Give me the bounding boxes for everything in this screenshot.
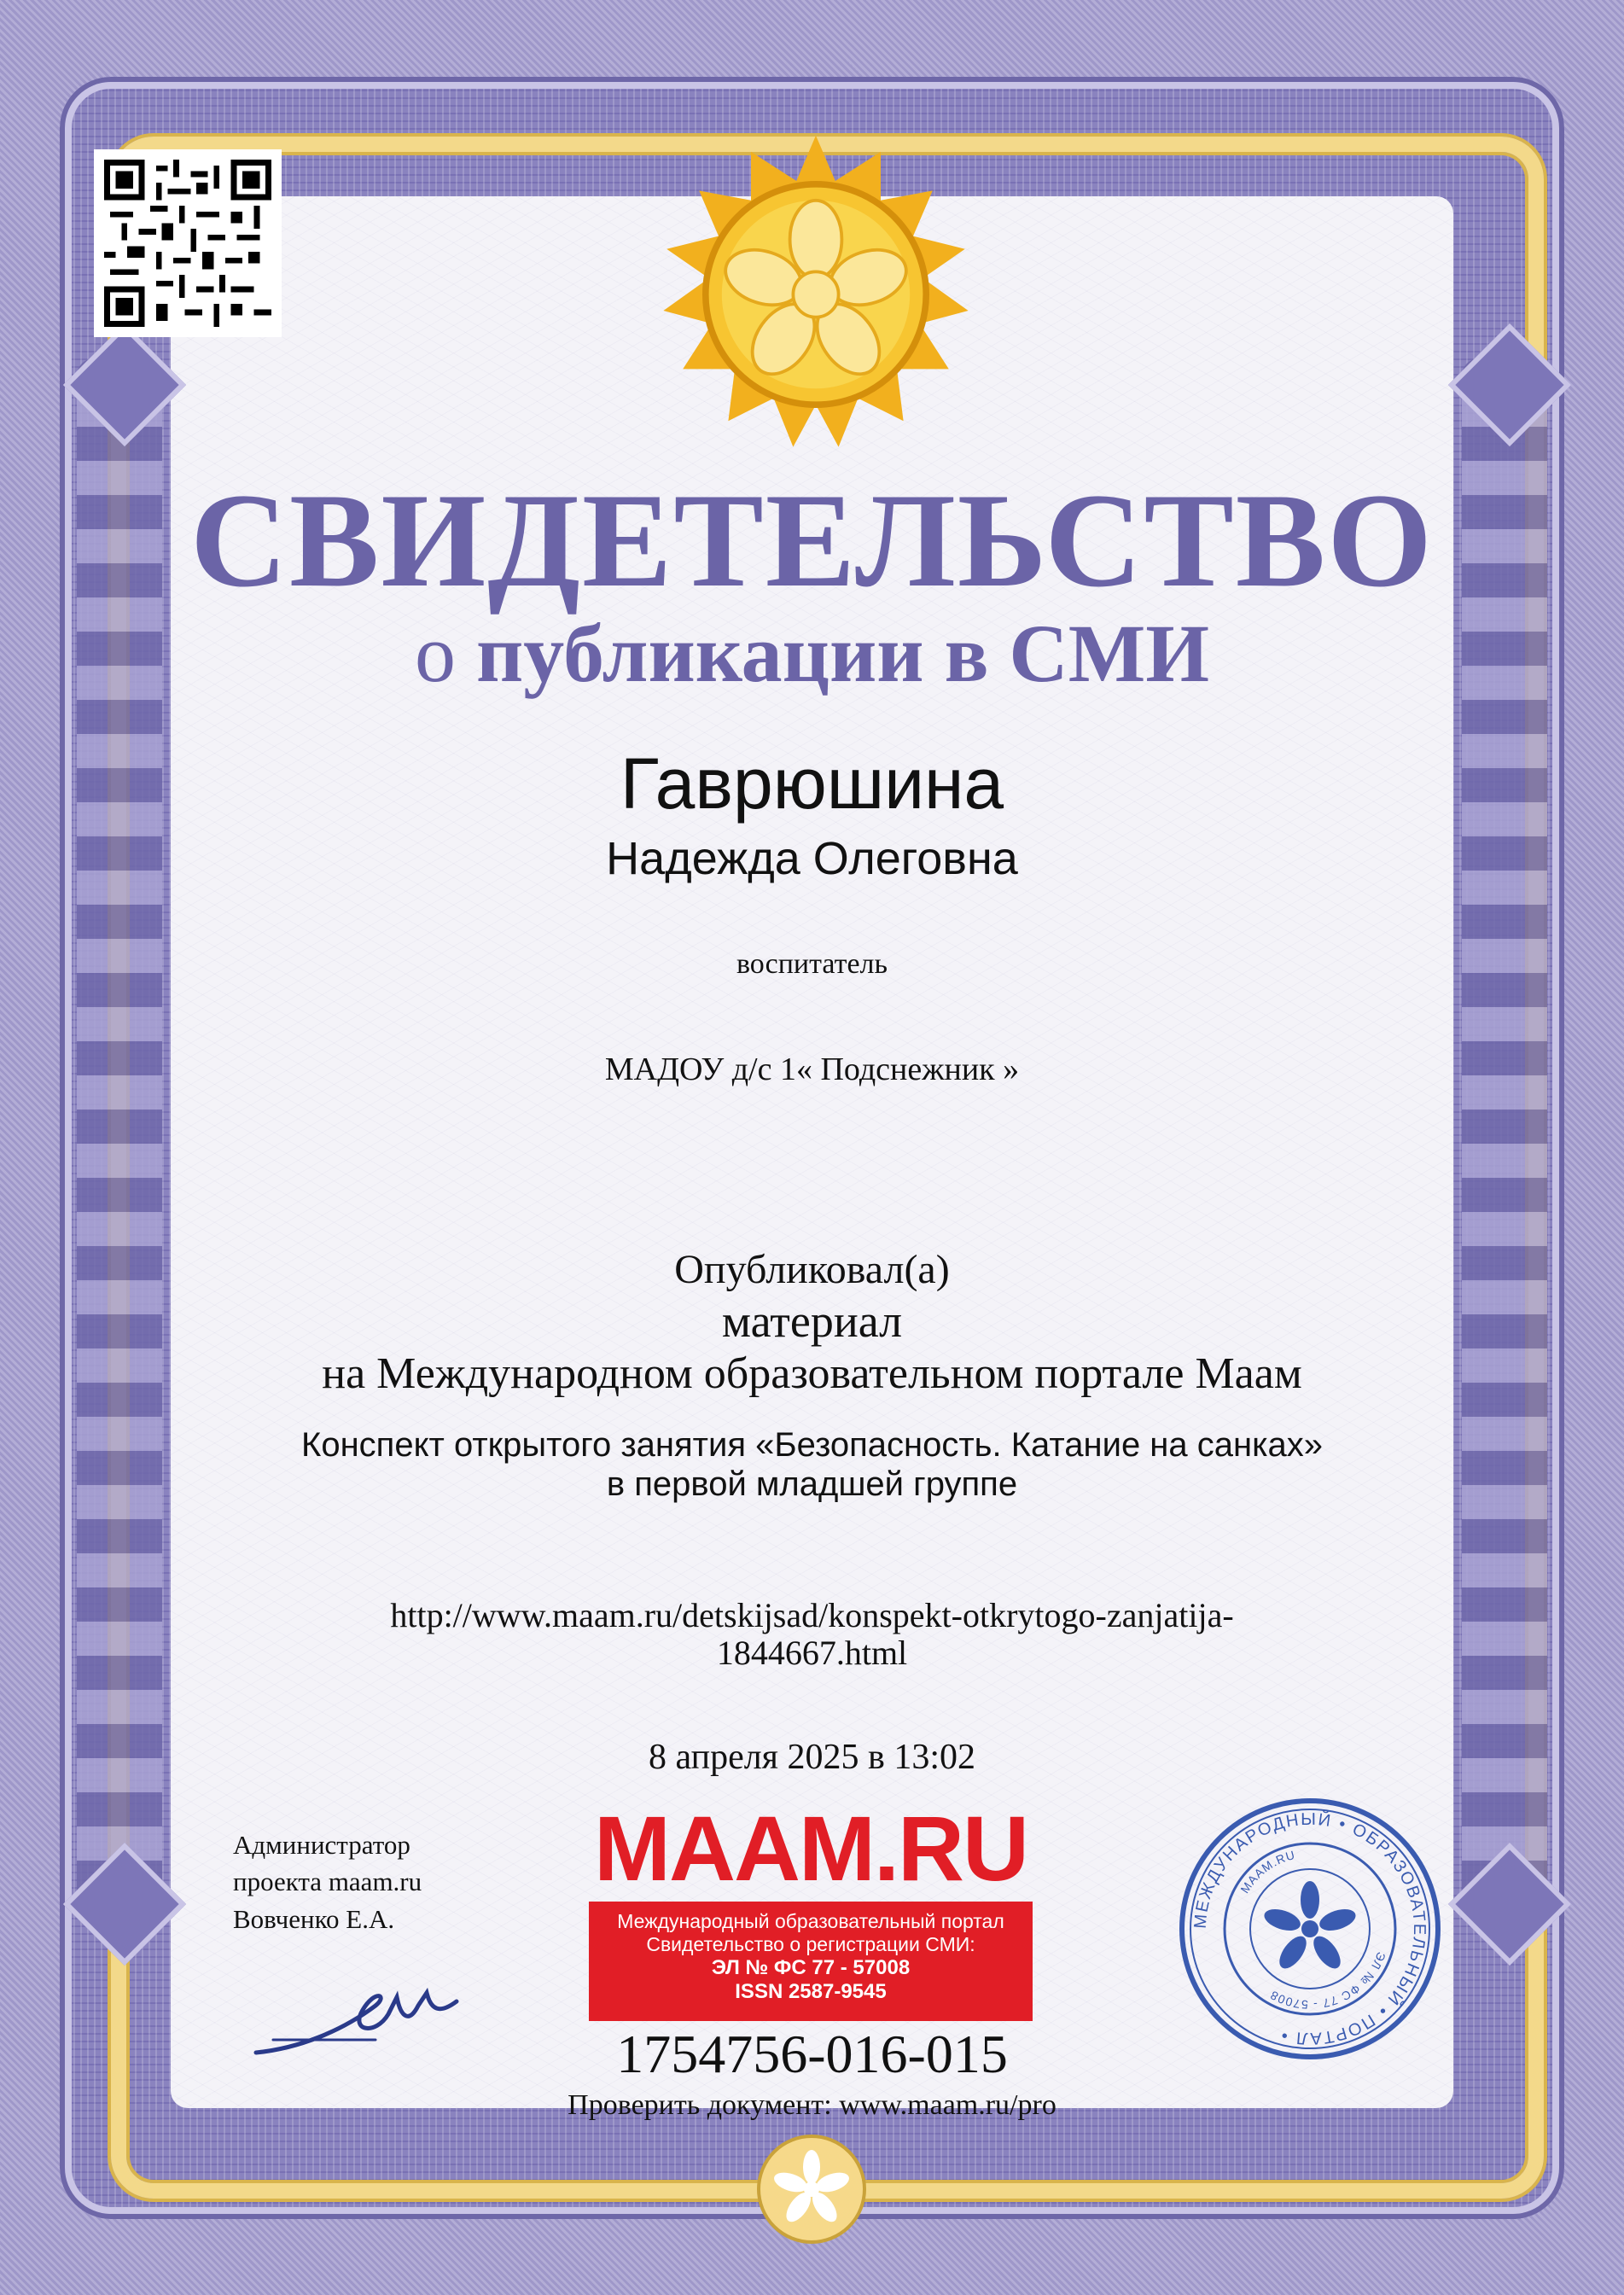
verify-link[interactable]: Проверить документ: www.maam.ru/pro — [568, 2089, 1056, 2121]
gold-medal-icon — [654, 132, 978, 457]
logo-wordmark: MAAM.RU — [594, 1797, 1027, 1900]
publication-date: 8 апреля 2025 в 13:02 — [649, 1738, 975, 1777]
admin-line3: Вовченко Е.А. — [233, 1903, 395, 1934]
admin-line1: Администратор — [233, 1830, 410, 1860]
stamp-bottom-text: ЭЛ № ФС 77 - 57008 — [1267, 1949, 1389, 2012]
logo-line1: Международный образовательный портал — [617, 1910, 1004, 1932]
published-line: Опубликовал(а) — [674, 1247, 950, 1292]
material-topic-line1: Конспект открытого занятия «Безопасность. Катание на санках» — [301, 1426, 1323, 1464]
logo-registration-panel — [589, 1902, 1033, 2021]
recipient-organization: МАДОУ д/с 1« Подснежник » — [604, 1051, 1020, 1087]
subtitle-prefix: о — [414, 608, 456, 699]
page-subtitle — [0, 608, 1624, 699]
portal-line: на Международном образовательном портале Маам — [322, 1349, 1302, 1398]
logo-line2: Свидетельство о регистрации СМИ: — [646, 1933, 975, 1955]
stamp-ring-text: МЕЖДУНАРОДНЫЙ • ОБРАЗОВАТЕЛЬНЫЙ • ПОРТАЛ • — [1190, 1809, 1429, 2048]
admin-line2: проекта maam.ru — [233, 1867, 422, 1897]
subtitle-main: публикации в СМИ — [475, 608, 1210, 699]
logo-line4: ISSN 2587-9545 — [735, 1980, 887, 2003]
page-title: СВИДЕТЕЛЬСТВО — [189, 466, 1435, 615]
recipient-surname: Гаврюшина — [620, 743, 1004, 824]
recipient-position: воспитатель — [736, 948, 888, 980]
material-url-line2[interactable]: 1844667.html — [716, 1634, 908, 1672]
recipient-given-names: Надежда Олеговна — [606, 833, 1018, 884]
stamp-inner-text: MAAM.RU — [1237, 1847, 1297, 1896]
logo-line3: ЭЛ № ФС 77 - 57008 — [711, 1956, 911, 1979]
administrator-block — [233, 1826, 422, 1937]
maam-logo[interactable] — [589, 1797, 1033, 2023]
material-line: материал — [721, 1296, 903, 1347]
flower-emblem-icon — [752, 2129, 871, 2249]
material-topic-line2: в первой младшей группе — [606, 1465, 1018, 1503]
document-number: 1754756-016-015 — [616, 2024, 1008, 2084]
qr-code-icon[interactable] — [94, 149, 282, 337]
material-url-line1[interactable]: http://www.maam.ru/detskijsad/konspekt-otkrytogo-zanjatija- — [390, 1596, 1234, 1634]
